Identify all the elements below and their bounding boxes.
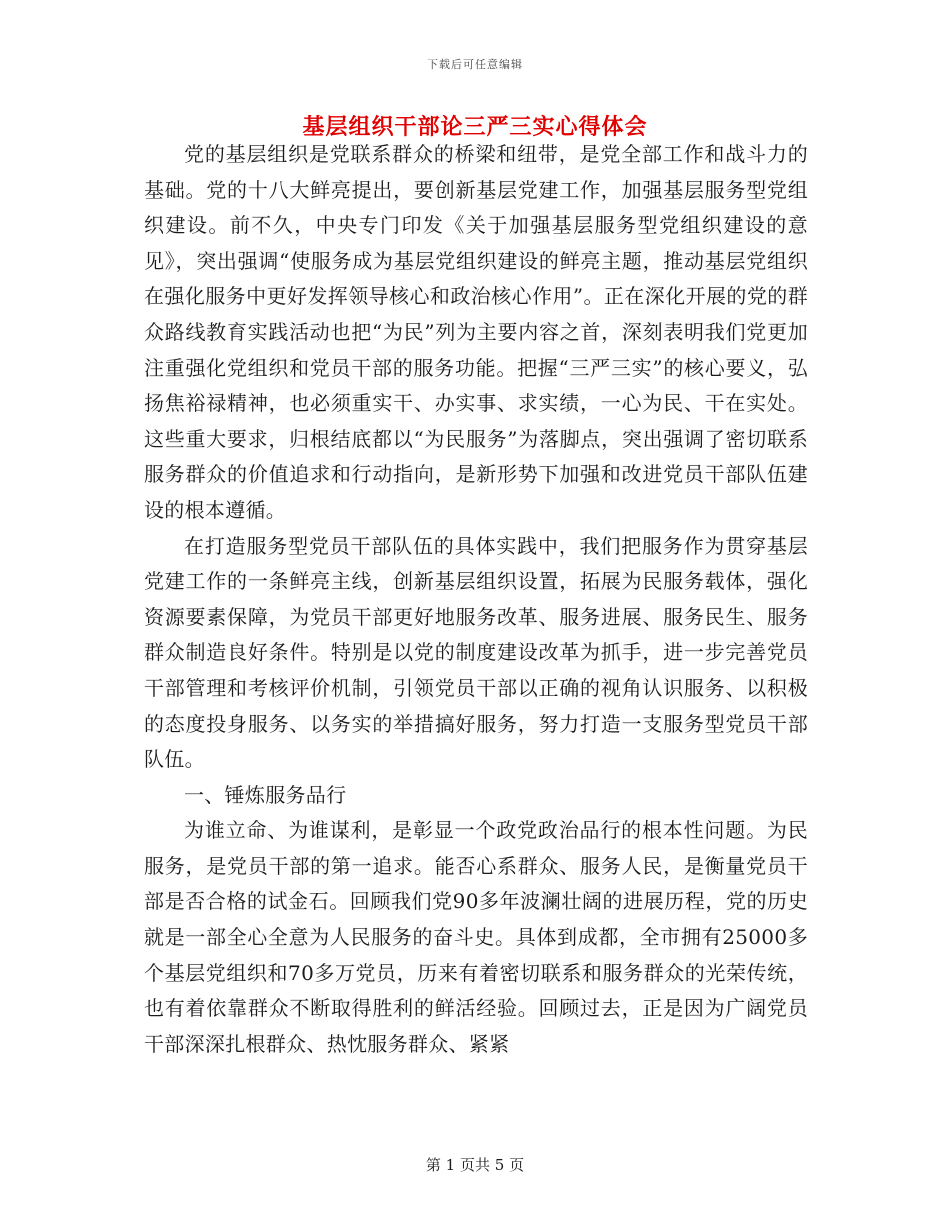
page-number: 第 1 页共 5 页 <box>425 1156 525 1174</box>
header-note: 下载后可任意编辑 <box>427 58 523 71</box>
section-heading-1: 一、锤炼服务品行 <box>184 782 347 807</box>
document-title: 基层组织干部论三严三实心得体会 <box>302 114 648 140</box>
document-body <box>144 137 808 1062</box>
paragraph-section-1: 为谁立命、为谁谋利，是彰显一个政党政治品行的根本性问题。为民服务，是党员干部的第一追求。能否心系群众、服务人民，是衡量党员干部是否合格的试金石。回顾我们党90多年波澜壮阔的进展历程，党的历史就是一部全心全意为人民服务的奋斗史。具体到成都，全市拥有25000多个基层党组织和70多万党员，历来有着密切联系和服务群众的光荣传统，也有着依靠群众不断取得胜利的鲜活经验。回顾过去，正是因为广阔党员干部深深扎根群众、热忱服务群众、紧紧 <box>144 818 808 1056</box>
paragraph-intro: 党的基层组织是党联系群众的桥梁和纽带，是党全部工作和战斗力的基础。党的十八大鲜亮提出，要创新基层党建工作，加强基层服务型党组织建设。前不久，中央专门印发《关于加强基层服务型党组织建设的意见》，突出强调“使服务成为基层党组织建设的鲜亮主题，推动基层党组织在强化服务中更好发挥领导核心和政治核心作用”。正在深化开展的党的群众路线教育实践活动也把“为民”列为主要内容之首，深刻表明我们党更加注重强化党组织和党员干部的服务功能。把握“三严三实”的核心要义，弘扬焦裕禄精神，也必须重实干、办实事、求实绩，一心为民、干在实处。这些重大要求，归根结底都以“为民服务”为落脚点，突出强调了密切联系服务群众的价值追求和行动指向，是新形势下加强和改进党员干部队伍建设的根本遵循。 <box>144 142 808 522</box>
paragraph-practice: 在打造服务型党员干部队伍的具体实践中，我们把服务作为贯穿基层党建工作的一条鲜亮主线，创新基层组织设置，拓展为民服务载体，强化资源要素保障，为党员干部更好地服务改革、服务进展、服务民生、服务群众制造良好条件。特别是以党的制度建设改革为抓手，进一步完善党员干部管理和考核评价机制，引领党员干部以正确的视角认识服务、以积极的态度投身服务、以务实的举措搞好服务，努力打造一支服务型党员干部队伍。 <box>144 533 808 772</box>
